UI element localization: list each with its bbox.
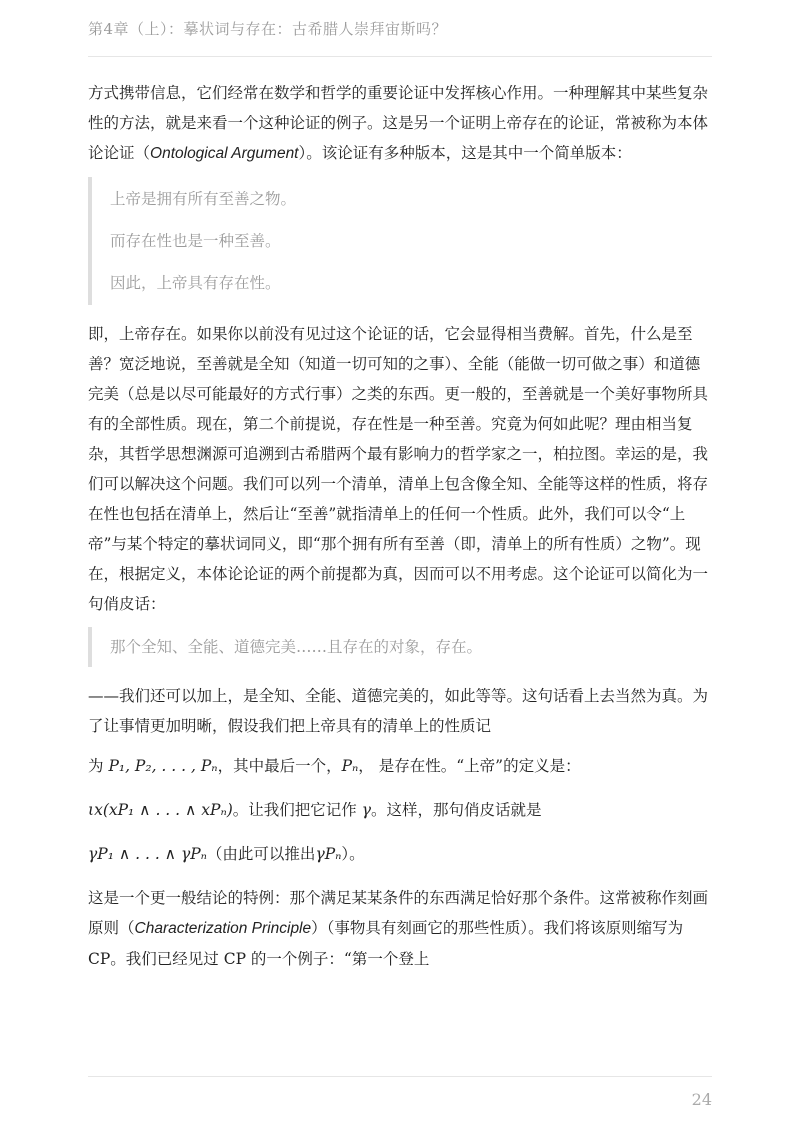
math-text: ，其中最后一个， [217,757,342,775]
page-number: 24 [691,1090,712,1109]
term-characterization-principle: Characterization Principle [134,920,312,937]
paragraph-text: ）（事物具有刻画它的那些性质）。我们将该原则缩写为 CP。我们已经见过 CP 的一个例子：“第一个登上 [88,919,684,968]
paragraph-text: 方式携带信息，它们经常在数学和哲学的重要论证中发挥核心作用。一种理解其中某些复杂性的方法，就是来看一个这种论证的例子。这是另一个证明上帝存在的论证，常被称为本体论论证（ [88,84,709,162]
math-formula: γPₙ [315,845,342,863]
math-formula: P₁, P₂, . . . , Pₙ [108,757,218,775]
math-text: ）。 [341,845,365,863]
math-line-1 [88,751,712,781]
math-text: 。让我们把它记作 [232,801,362,819]
blockquote-quip [88,627,712,667]
blockquote-argument [88,177,712,305]
paragraph-1 [88,78,712,169]
footer-divider [88,1076,712,1077]
header-divider [88,56,712,57]
math-line-3 [88,839,712,869]
page-body [88,78,712,980]
math-formula: Pₙ [341,757,359,775]
term-ontological-argument: Ontological Argument [150,145,299,162]
math-symbol: γ [361,801,371,819]
math-formula: γP₁ ∧ . . . ∧ γPₙ [88,845,207,863]
paragraph-text: ）。该论证有多种版本，这是其中一个简单版本： [298,144,632,162]
quip-text: 那个全知、全能、道德完美……且存在的对象，存在。 [110,638,483,656]
math-text: ， 是存在性。“上帝”的定义是： [358,757,581,775]
running-header: 第4章（上）：摹状词与存在：古希腊人崇拜宙斯吗？ [88,20,448,38]
premise-2: 而存在性也是一种至善。 [110,232,281,250]
math-formula: ιx(xP₁ ∧ . . . ∧ xPₙ) [88,801,233,819]
math-text: 。这样，那句俏皮话就是 [371,801,542,819]
paragraph-2: 即，上帝存在。如果你以前没有见过这个论证的话，它会显得相当费解。首先，什么是至善？宽泛地说，至善就是全知（知道一切可知的之事）、全能（能做一切可做之事）和道德完美（总是以尽可能最好的方式行事）之类的东西。更一般的，至善就是一个美好事物所具有的全部性质。现在，第二个前提说，存在性是一种至善。究竟为何如此呢？理由相当复杂，其哲学思想渊源可追溯到古希腊两个最有影响力的哲学家之一，柏拉图。幸运的是，我们可以解决这个问题。我们可以列一个清单，清单上包含像全知、全能等这样的性质，将存在性也包括在清单上，然后让“至善”就指清单上的任何一个性质。此外，我们可以令“上帝”与某个特定的摹状词同义，即“那个拥有所有至善（即，清单上的所有性质）之物”。现在，根据定义，本体论论证的两个前提都为真，因而可以不用考虑。这个论证可以简化为一句俏皮话： [88,325,709,613]
paragraph-3: ——我们还可以加上，是全知、全能、道德完美的，如此等等。这句话看上去当然为真。为了让事情更加明晰，假设我们把上帝具有的清单上的性质记 [88,687,709,735]
premise-1: 上帝是拥有所有至善之物。 [110,190,297,208]
math-text: 为 [88,757,109,775]
conclusion: 因此，上帝具有存在性。 [110,274,281,292]
math-text: （由此可以推出 [206,845,316,863]
paragraph-4 [88,883,712,974]
math-line-2 [88,795,712,825]
paragraph-text: 这是一个更一般结论的特例：那个满足某某条件的东西满足恰好那个条件。这常被称作刻画原则（ [88,889,709,937]
